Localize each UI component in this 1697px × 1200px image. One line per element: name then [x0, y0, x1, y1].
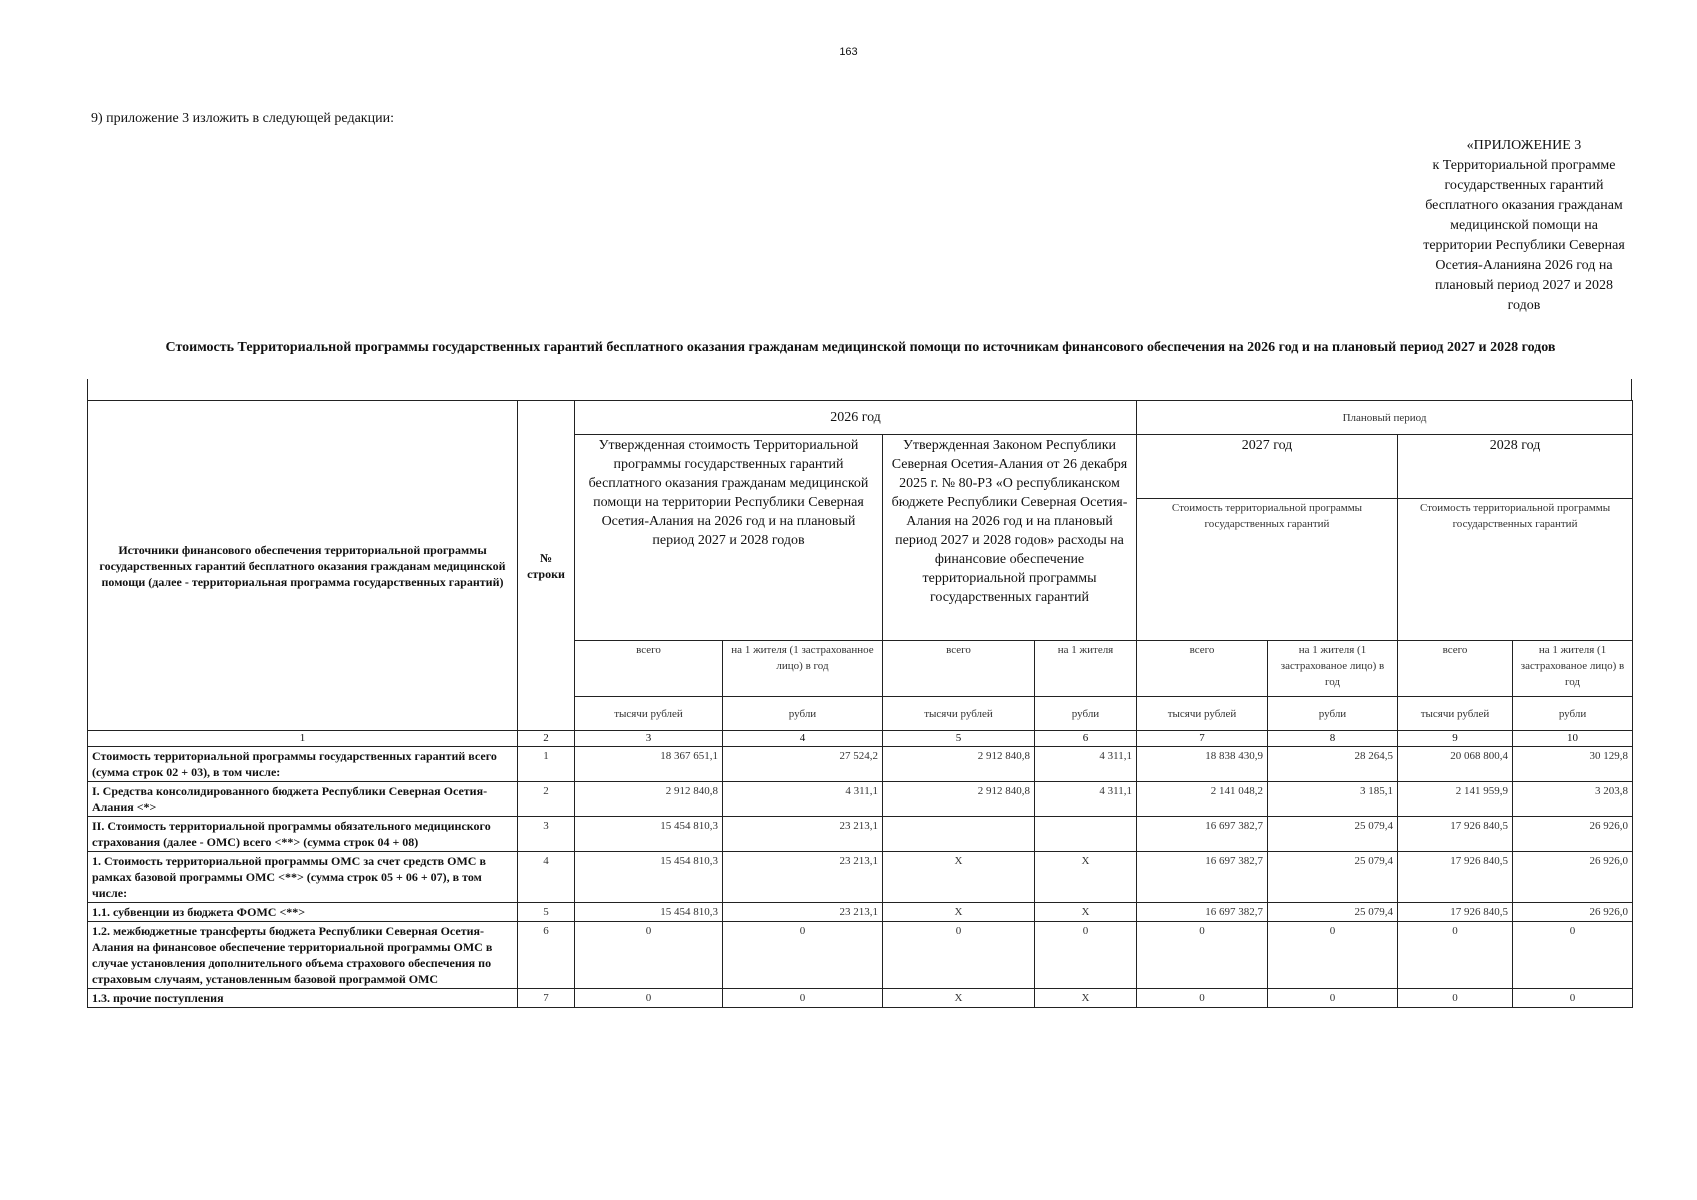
- column-number-row: [88, 731, 1633, 747]
- column-number: 1: [88, 731, 518, 747]
- value-cell: 0: [1137, 989, 1268, 1008]
- table-row: [88, 922, 1633, 989]
- value-cell: 2 141 959,9: [1398, 782, 1513, 817]
- value-cell: 30 129,8: [1513, 747, 1633, 782]
- value-cell: 18 367 651,1: [575, 747, 723, 782]
- value-cell: 0: [1398, 922, 1513, 989]
- appendix-line: медицинской помощи на: [1450, 218, 1598, 233]
- header-year-2027: 2027 год: [1137, 435, 1398, 499]
- subheader-cell: на 1 жителя (1 застрахованое лицо) в год: [1513, 641, 1633, 697]
- unit-cell: рубли: [1513, 697, 1633, 731]
- value-cell: 0: [575, 989, 723, 1008]
- row-number: 7: [518, 989, 575, 1008]
- value-cell: 23 213,1: [723, 817, 883, 852]
- column-number: 4: [723, 731, 883, 747]
- value-cell: 17 926 840,5: [1398, 817, 1513, 852]
- subheader-cell: на 1 жителя (1 застрахованное лицо) в год: [723, 641, 883, 697]
- unit-cell: тысячи рублей: [1398, 697, 1513, 731]
- value-cell: 15 454 810,3: [575, 903, 723, 922]
- value-cell: 15 454 810,3: [575, 852, 723, 903]
- cost-table: [87, 400, 1633, 1008]
- value-cell: 2 912 840,8: [883, 782, 1035, 817]
- appendix-line: плановый период 2027 и 2028: [1434, 278, 1614, 293]
- value-cell: 26 926,0: [1513, 852, 1633, 903]
- appendix-line: годов: [1507, 298, 1541, 313]
- value-cell: 17 926 840,5: [1398, 903, 1513, 922]
- column-number: 10: [1513, 731, 1633, 747]
- value-cell: 0: [1035, 922, 1137, 989]
- value-cell: 0: [723, 989, 883, 1008]
- value-cell: 2 912 840,8: [575, 782, 723, 817]
- row-label: 1.3. прочие поступления: [88, 989, 518, 1008]
- value-cell: 18 838 430,9: [1137, 747, 1268, 782]
- row-label: 1.2. межбюджетные трансферты бюджета Республики Северная Осетия-Алания на финансовое обеспечение территориальной программы ОМС в случае установления дополнительного объема страхового обеспечения по страховым случаям, установленным базовой программой ОМС: [88, 922, 518, 989]
- value-cell: 4 311,1: [1035, 782, 1137, 817]
- column-number: 8: [1268, 731, 1398, 747]
- value-cell: 3 203,8: [1513, 782, 1633, 817]
- row-number: 3: [518, 817, 575, 852]
- header-year-2028: 2028 год: [1398, 435, 1633, 499]
- appendix-line: Осетия-Аланияна 2026 год на: [1435, 258, 1613, 273]
- value-cell: 4 311,1: [723, 782, 883, 817]
- value-cell: 0: [1513, 922, 1633, 989]
- column-number: 3: [575, 731, 723, 747]
- subheader-cell: на 1 жителя: [1035, 641, 1137, 697]
- value-cell: 16 697 382,7: [1137, 903, 1268, 922]
- row-number: 4: [518, 852, 575, 903]
- header-row-number: № строки: [518, 401, 575, 731]
- appendix-block: [1380, 136, 1668, 316]
- value-cell: X: [883, 989, 1035, 1008]
- header-cost-2028: Стоимость территориальной программы государственных гарантий: [1398, 499, 1633, 641]
- header-planned-period: Плановый период: [1137, 401, 1633, 435]
- unit-cell: тысячи рублей: [575, 697, 723, 731]
- appendix-line: к Территориальной программе: [1432, 158, 1616, 173]
- page-number: 163: [839, 46, 858, 58]
- header-approved-law: Утвержденная Законом Республики Северная Осетия-Алания от 26 декабря 2025 г. № 80-РЗ «О республиканском бюджете Республики Северная Осетия-Алания на 2026 год и на плановый период 2027 и 2028 годов» расходы на финансовие обеспечение территориальной программы государственных гарантий: [883, 435, 1137, 641]
- value-cell: 0: [723, 922, 883, 989]
- column-number: 7: [1137, 731, 1268, 747]
- value-cell: 2 912 840,8: [883, 747, 1035, 782]
- value-cell: 0: [1398, 989, 1513, 1008]
- value-cell: 0: [1513, 989, 1633, 1008]
- value-cell: [1035, 817, 1137, 852]
- value-cell: X: [1035, 989, 1137, 1008]
- unit-cell: рубли: [1268, 697, 1398, 731]
- value-cell: 0: [883, 922, 1035, 989]
- appendix-line: бесплатного оказания гражданам: [1425, 198, 1623, 213]
- value-cell: 0: [575, 922, 723, 989]
- value-cell: 25 079,4: [1268, 817, 1398, 852]
- appendix-line: территории Республики Северная: [1423, 238, 1625, 253]
- row-number: 1: [518, 747, 575, 782]
- row-number: 6: [518, 922, 575, 989]
- row-number: 5: [518, 903, 575, 922]
- subheader-cell: на 1 жителя (1 застрахованое лицо) в год: [1268, 641, 1398, 697]
- row-label: I. Средства консолидированного бюджета Республики Северная Осетия-Алания <*>: [88, 782, 518, 817]
- value-cell: 16 697 382,7: [1137, 817, 1268, 852]
- value-cell: X: [883, 903, 1035, 922]
- column-number: 2: [518, 731, 575, 747]
- value-cell: 26 926,0: [1513, 817, 1633, 852]
- unit-cell: рубли: [723, 697, 883, 731]
- value-cell: 23 213,1: [723, 852, 883, 903]
- header-approved-cost: Утвержденная стоимость Территориальной программы государственных гарантий бесплатного оказания гражданам медицинской помощи на территории Республики Северная Осетия-Алания на 2026 год и на плановый период 2027 и 2028 годов: [575, 435, 883, 641]
- subheader-cell: всего: [1137, 641, 1268, 697]
- value-cell: 25 079,4: [1268, 852, 1398, 903]
- value-cell: 26 926,0: [1513, 903, 1633, 922]
- row-label: II. Стоимость территориальной программы обязательного медицинского страхования (далее - ОМС) всего <**> (сумма строк 04 + 08): [88, 817, 518, 852]
- value-cell: 2 141 048,2: [1137, 782, 1268, 817]
- header-cost-2027: Стоимость территориальной программы государственных гарантий: [1137, 499, 1398, 641]
- value-cell: 27 524,2: [723, 747, 883, 782]
- header-source: Источники финансового обеспечения территориальной программы государственных гарантий бесплатного оказания гражданам медицинской помощи (далее - территориальная программа государственных гарантий): [88, 401, 518, 731]
- column-number: 5: [883, 731, 1035, 747]
- value-cell: 20 068 800,4: [1398, 747, 1513, 782]
- intro-text: 9) приложение 3 изложить в следующей редакции:: [91, 111, 394, 126]
- table-row: [88, 817, 1633, 852]
- value-cell: 17 926 840,5: [1398, 852, 1513, 903]
- subheader-cell: всего: [883, 641, 1035, 697]
- document-title: Стоимость Территориальной программы государственных гарантий бесплатного оказания гражданам медицинской помощи по источникам финансового обеспечения на 2026 год и на плановый период 2027 и 2028 годов: [165, 340, 1556, 355]
- unit-cell: тысячи рублей: [1137, 697, 1268, 731]
- row-label: 1. Стоимость территориальной программы ОМС за счет средств ОМС в рамках базовой программы ОМС <**> (сумма строк 05 + 06 + 07), в том числе:: [88, 852, 518, 903]
- table-row: [88, 782, 1633, 817]
- value-cell: X: [1035, 852, 1137, 903]
- value-cell: X: [1035, 903, 1137, 922]
- value-cell: 0: [1137, 922, 1268, 989]
- table-row: [88, 852, 1633, 903]
- value-cell: [883, 817, 1035, 852]
- appendix-title: «ПРИЛОЖЕНИЕ 3: [1466, 138, 1582, 153]
- subheader-cell: всего: [1398, 641, 1513, 697]
- value-cell: 0: [1268, 989, 1398, 1008]
- value-cell: X: [883, 852, 1035, 903]
- row-label: 1.1. субвенции из бюджета ФОМС <**>: [88, 903, 518, 922]
- value-cell: 3 185,1: [1268, 782, 1398, 817]
- table-row: [88, 989, 1633, 1008]
- unit-cell: тысячи рублей: [883, 697, 1035, 731]
- value-cell: 25 079,4: [1268, 903, 1398, 922]
- header-year-2026: 2026 год: [575, 401, 1137, 435]
- value-cell: 16 697 382,7: [1137, 852, 1268, 903]
- table-row: [88, 747, 1633, 782]
- value-cell: 4 311,1: [1035, 747, 1137, 782]
- table-row: [88, 903, 1633, 922]
- unit-cell: рубли: [1035, 697, 1137, 731]
- table-frame-top: [87, 379, 1632, 400]
- column-number: 9: [1398, 731, 1513, 747]
- column-number: 6: [1035, 731, 1137, 747]
- row-number: 2: [518, 782, 575, 817]
- appendix-line: государственных гарантий: [1444, 178, 1604, 193]
- value-cell: 28 264,5: [1268, 747, 1398, 782]
- value-cell: 23 213,1: [723, 903, 883, 922]
- value-cell: 0: [1268, 922, 1398, 989]
- value-cell: 15 454 810,3: [575, 817, 723, 852]
- row-label: Стоимость территориальной программы государственных гарантий всего (сумма строк 02 + 03), в том числе:: [88, 747, 518, 782]
- subheader-cell: всего: [575, 641, 723, 697]
